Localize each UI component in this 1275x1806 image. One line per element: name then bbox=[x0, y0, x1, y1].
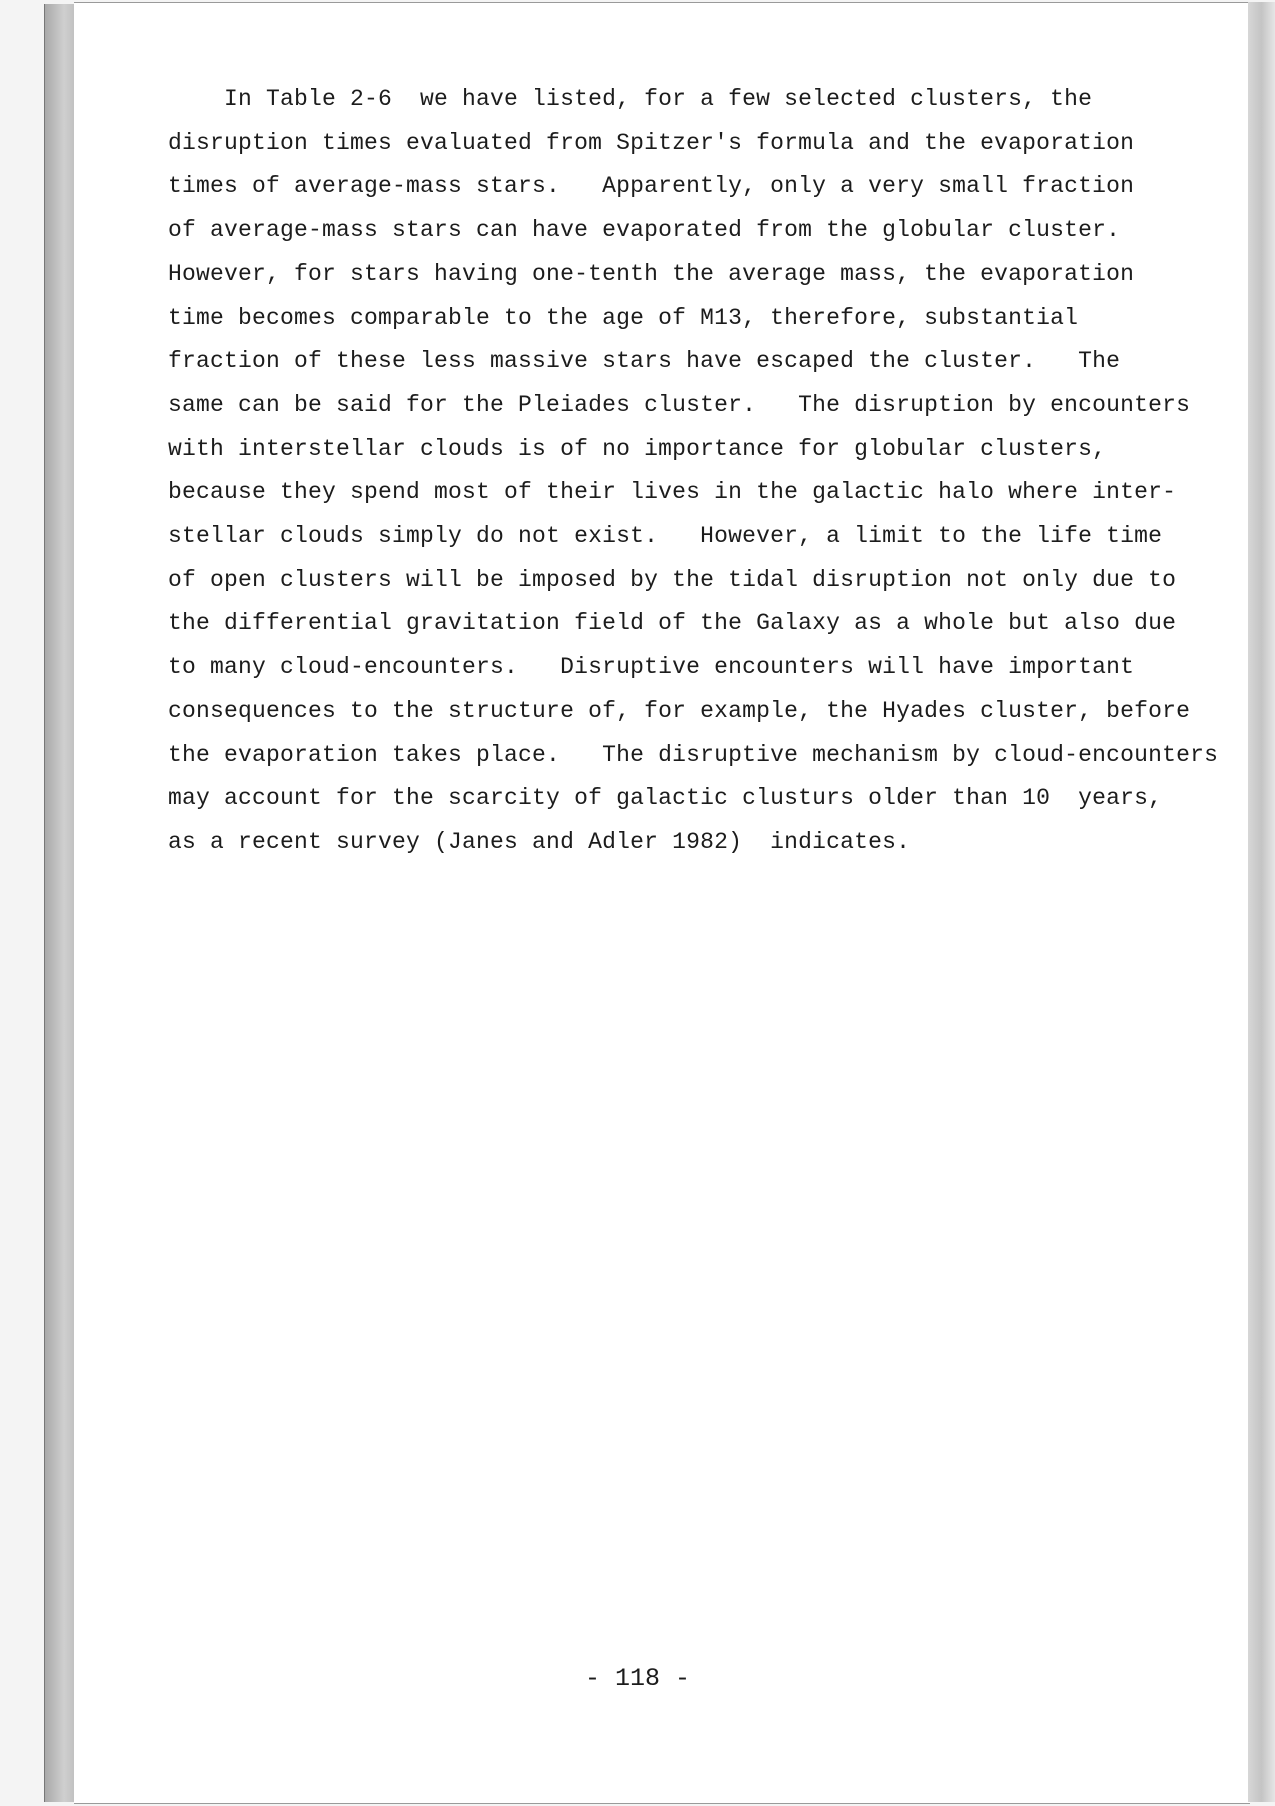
page-number: - 118 - bbox=[584, 1664, 691, 1693]
text-line: stellar clouds simply do not exist. However, a limit to the life time bbox=[168, 523, 1163, 550]
text-line: because they spend most of their lives in the galactic halo where inter- bbox=[168, 479, 1177, 506]
text-line: times of average-mass stars. Apparently, only a very small fraction bbox=[168, 173, 1135, 200]
text-line: time becomes comparable to the age of M13, therefore, substantial bbox=[168, 304, 1079, 331]
text-line: of average-mass stars can have evaporated from the globular cluster. bbox=[168, 217, 1121, 244]
text-line: may account for the scarcity of galactic clusturs older than 10 years, bbox=[168, 785, 1163, 812]
text-line: the evaporation takes place. The disruptive mechanism by cloud-encounters bbox=[168, 741, 1219, 768]
text-line: fraction of these less massive stars have escaped the cluster. The bbox=[168, 348, 1121, 375]
text-line: with interstellar clouds is of no importance for globular clusters, bbox=[168, 435, 1107, 462]
text-line: the differential gravitation field of the Galaxy as a whole but also due bbox=[168, 610, 1177, 637]
text-line: However, for stars having one-tenth the average mass, the evaporation bbox=[168, 260, 1135, 287]
text-line: consequences to the structure of, for example, the Hyades cluster, before bbox=[168, 697, 1191, 724]
text-line: of open clusters will be imposed by the tidal disruption not only due to bbox=[168, 566, 1177, 593]
text-line: to many cloud-encounters. Disruptive encounters will have important bbox=[168, 654, 1135, 681]
text-line: same can be said for the Pleiades cluster. The disruption by encounters bbox=[168, 391, 1191, 418]
page-spine bbox=[44, 4, 77, 1802]
page-right-edge bbox=[1248, 2, 1275, 1802]
text-line: disruption times evaluated from Spitzer's formula and the evaporation bbox=[168, 129, 1135, 156]
text-line: as a recent survey (Janes and Adler 1982) indicates. bbox=[168, 828, 911, 855]
text-line: In Table 2-6 we have listed, for a few selected clusters, the bbox=[168, 86, 1093, 112]
body-paragraph bbox=[168, 78, 1248, 865]
